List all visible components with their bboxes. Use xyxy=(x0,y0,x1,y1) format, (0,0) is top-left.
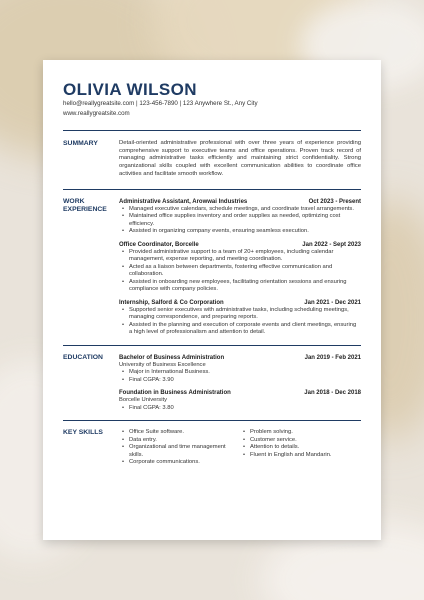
resume-page xyxy=(43,60,381,540)
skill-item: • Customer service. xyxy=(240,437,361,445)
job-entry xyxy=(119,198,361,236)
job-bullet: • Provided administrative support to a team of 20+ employees, including calendar management, expense reporting, and meeting coordination. xyxy=(119,249,361,264)
job-title: Office Coordinator, Borcelle xyxy=(119,241,199,248)
skill-item: • Problem solving. xyxy=(240,429,361,437)
summary-section xyxy=(63,140,361,179)
skill-item: • Data entry. xyxy=(119,437,240,445)
contact-info: hello@reallygreatsite.com | 123-456-7890 | 123 Anywhere St., Any City xyxy=(63,100,258,107)
job-title: Administrative Assistant, Arowwai Industries xyxy=(119,198,248,205)
header-divider xyxy=(63,130,361,131)
education-bullet: • Final CGPA: 3.90 xyxy=(119,377,361,385)
section-divider xyxy=(63,189,361,190)
education-section xyxy=(63,354,361,413)
degree: Foundation in Business Administration xyxy=(119,390,231,397)
job-bullet: • Assisted in the planning and execution of corporate events and client meetings, ensuring a high level of professionalism and attention to detail. xyxy=(119,322,361,337)
job-dates: Jan 2021 - Dec 2021 xyxy=(304,299,361,306)
degree: Bachelor of Business Administration xyxy=(119,354,225,361)
school: University of Business Excellence xyxy=(119,361,206,368)
summary-text: Detail-oriented administrative professional with over three years of experience providing comprehensive support to executive teams and office operations. Proven track record of managing administrative tasks efficiently and maintaining strict confidentiality. Strong organizational skills coupled with excellent communication abilities to coordinate office activities and facilitate smooth workflow. xyxy=(119,140,361,177)
job-bullet: • Assisted in organizing company events, ensuring seamless execution. xyxy=(119,228,361,236)
section-title: SUMMARY xyxy=(63,140,98,147)
education-entry xyxy=(119,354,361,385)
job-dates: Oct 2023 - Present xyxy=(308,198,361,205)
job-dates: Jan 2022 - Sept 2023 xyxy=(302,241,361,248)
education-dates: Jan 2019 - Feb 2021 xyxy=(304,354,361,361)
section-title: EDUCATION xyxy=(63,353,103,361)
skill-item: • Corporate communications. xyxy=(119,459,240,467)
skills-section xyxy=(63,429,361,467)
school: Borcelle University xyxy=(119,397,167,404)
skills-column xyxy=(119,429,240,467)
job-title: Internship, Salford & Co Corporation xyxy=(119,299,224,306)
job-entry xyxy=(119,241,361,294)
section-title: KEY SKILLS xyxy=(63,429,103,437)
job-entry xyxy=(119,299,361,337)
skill-item: • Attention to details. xyxy=(240,444,361,452)
section-title-line: EXPERIENCE xyxy=(63,206,107,214)
skill-item: • Office Suite software. xyxy=(119,429,240,437)
experience-section xyxy=(63,198,361,337)
section-title xyxy=(63,198,119,337)
section-divider xyxy=(63,420,361,421)
skill-item: • Organizational and time management skills. xyxy=(119,444,240,459)
education-bullet: • Final CGPA: 3.80 xyxy=(119,405,361,413)
job-bullet: • Supported senior executives with administrative tasks, including scheduling meetings, managing correspondence, and preparing reports. xyxy=(119,307,361,322)
resume-name: OLIVIA WILSON xyxy=(63,80,197,99)
education-dates: Jan 2018 - Dec 2018 xyxy=(304,390,361,397)
education-bullet: • Major in International Business. xyxy=(119,369,361,377)
section-divider xyxy=(63,345,361,346)
job-bullet: • Managed executive calendars, schedule meetings, and coordinate travel arrangements. xyxy=(119,206,361,214)
skill-item: • Fluent in English and Mandarin. xyxy=(240,452,361,460)
job-bullet: • Acted as a liaison between departments, fostering effective communication and collaboration. xyxy=(119,264,361,279)
job-bullet: • Maintained office supplies inventory and order supplies as needed, optimizing cost efficiency. xyxy=(119,213,361,228)
skills-column xyxy=(240,429,361,467)
job-bullet: • Assisted in onboarding new employees, facilitating orientation sessions and ensuring compliance with company policies. xyxy=(119,279,361,294)
website: www.reallygreatsite.com xyxy=(63,109,130,117)
section-title-line: WORK xyxy=(63,197,85,205)
education-entry xyxy=(119,389,361,412)
